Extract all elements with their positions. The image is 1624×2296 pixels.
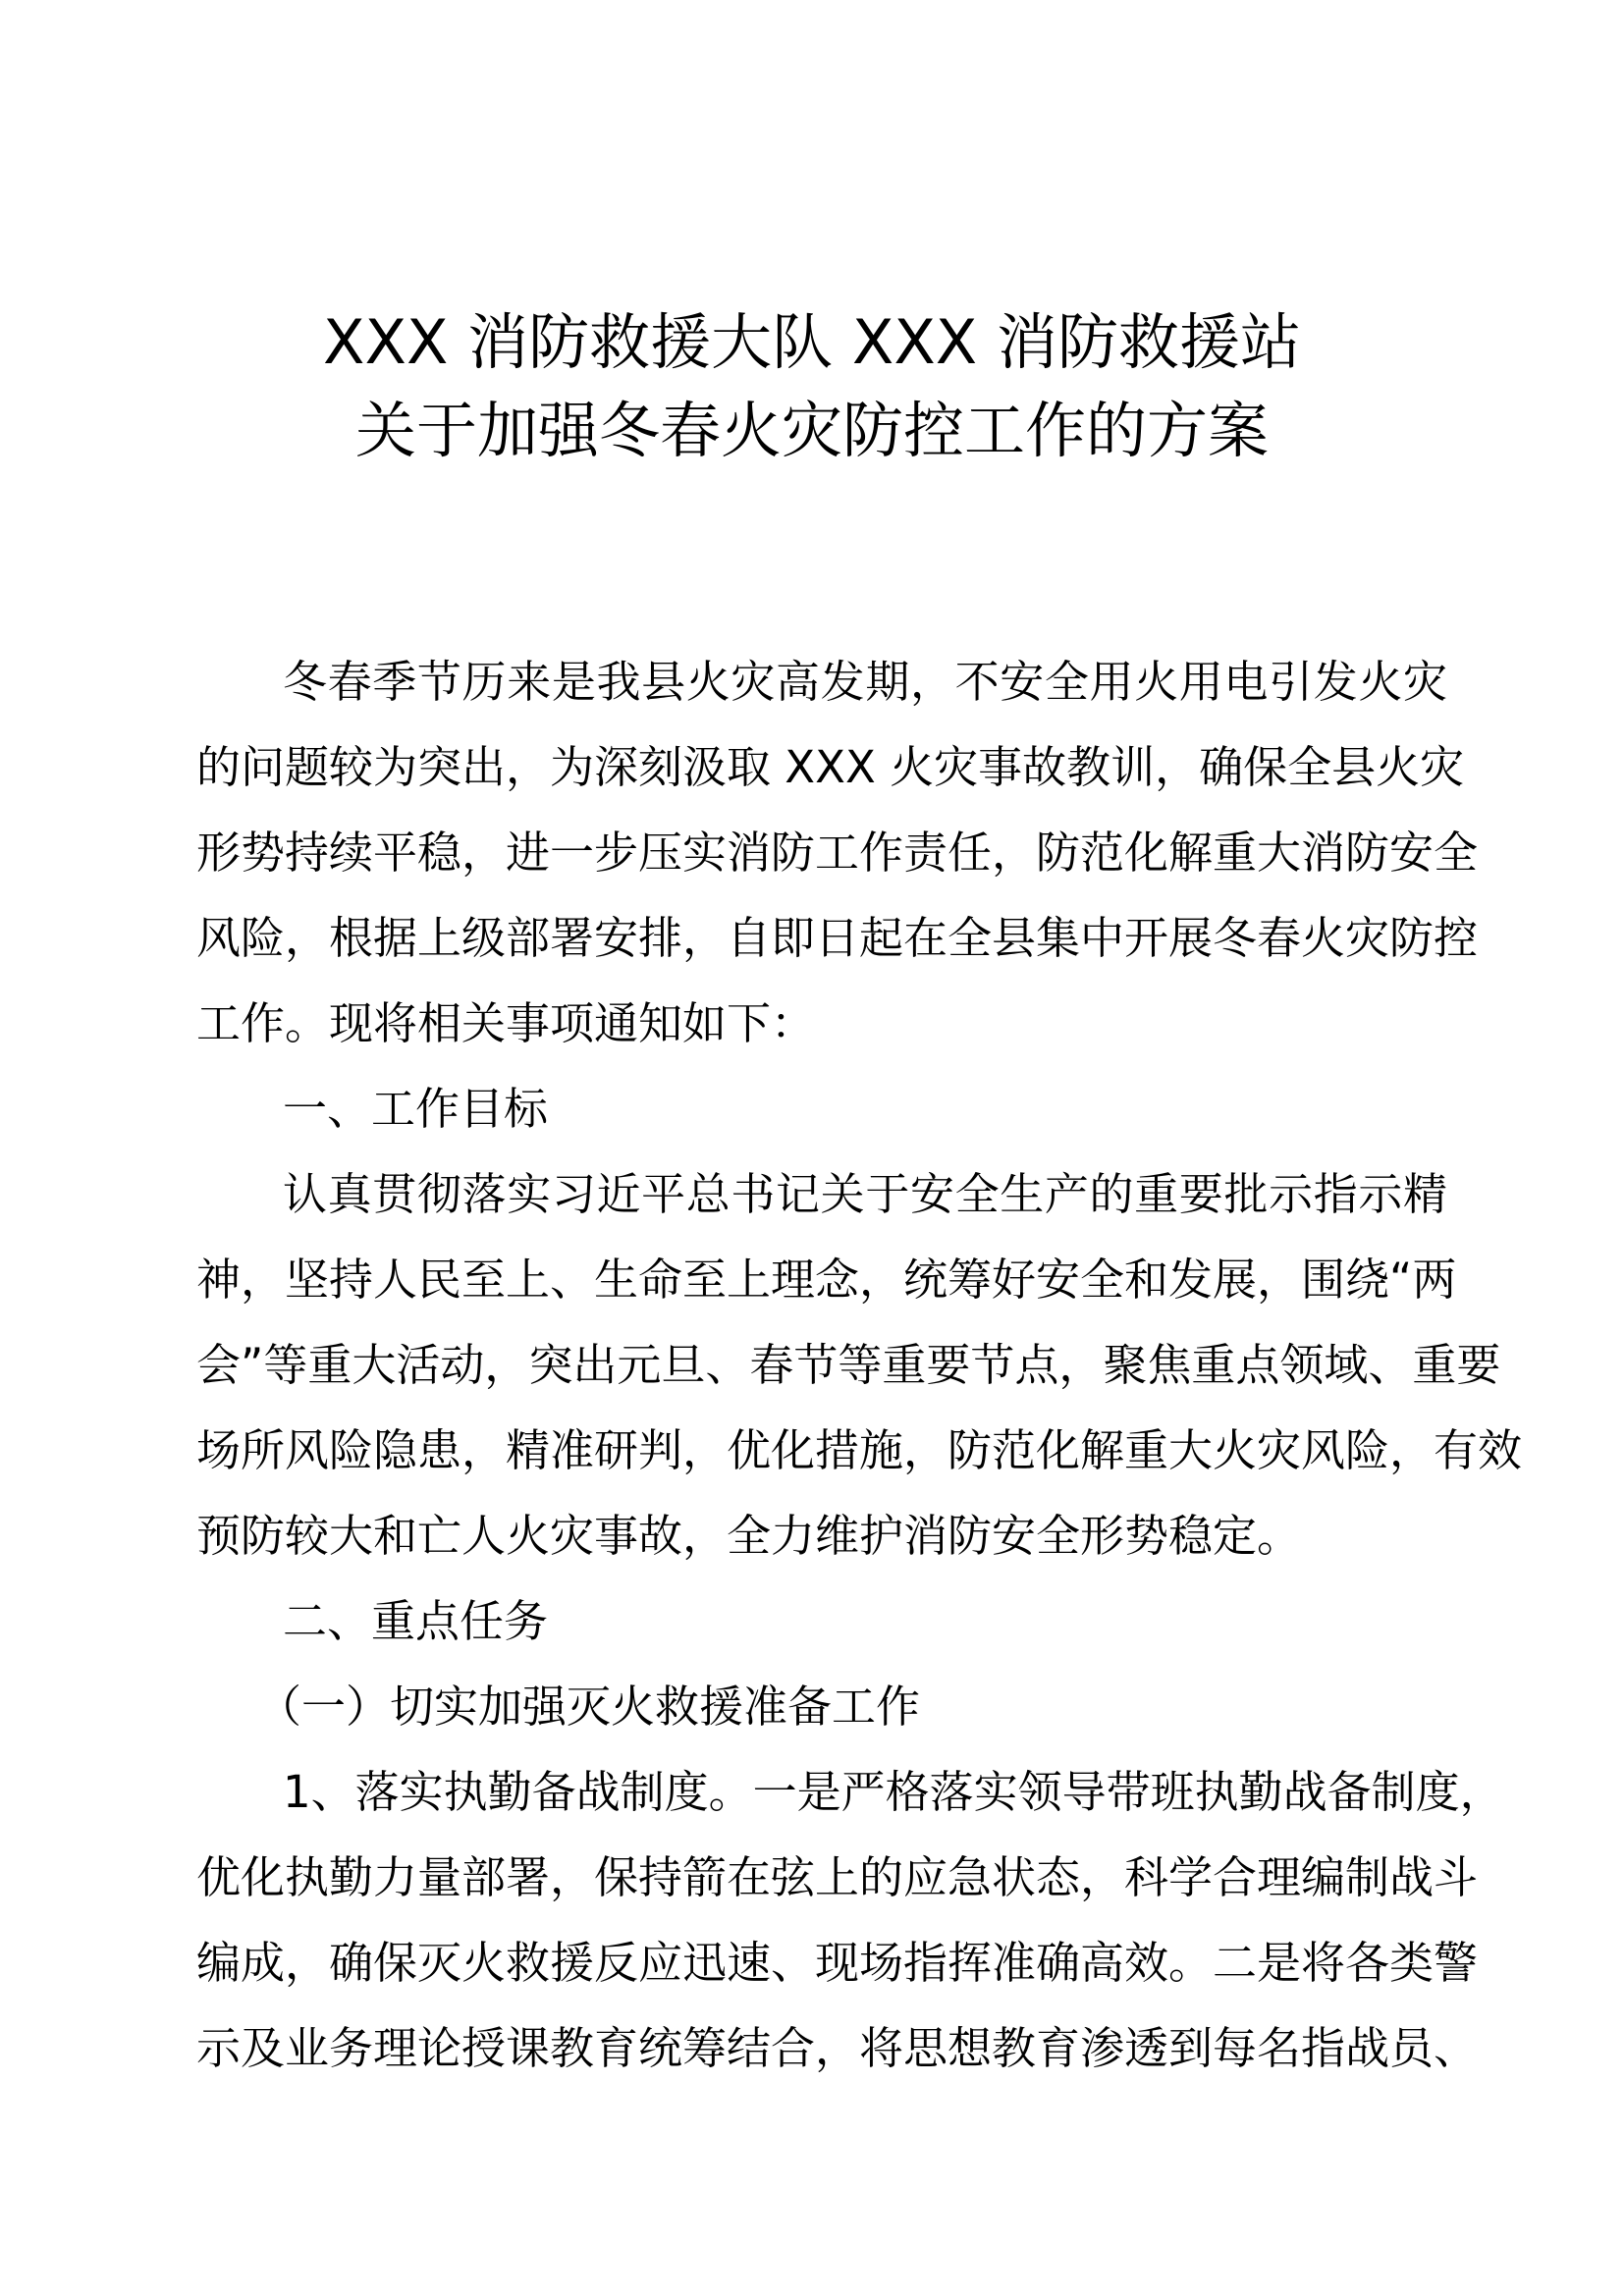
section-heading-key-tasks: 二、重点任务: [283, 1595, 549, 1647]
paragraph-line: 认真贯彻落实习近平总书记关于安全生产的重要批示指示精: [283, 1168, 1447, 1220]
section-heading-work-goals: 一、工作目标: [283, 1083, 549, 1135]
paragraph-line: 预防较大和亡人火灾事故，全力维护消防安全形势稳定。: [196, 1510, 1302, 1562]
paragraph-line: 形势持续平稳，进一步压实消防工作责任，防范化解重大消防安全: [196, 827, 1479, 879]
document-title-line-2: 关于加强冬春火灾防控工作的方案: [354, 395, 1269, 466]
paragraph-line: 会”等重大活动，突出元旦、春节等重要节点，聚焦重点领域、重要: [196, 1339, 1501, 1391]
paragraph-line: 1、落实执勤备战制度。一是严格落实领导带班执勤战备制度，: [283, 1766, 1504, 1818]
document-title-line-1: XXX 消防救援大队 XXX 消防救援站: [323, 306, 1301, 378]
paragraph-line: 风险，根据上级部署安排，自即日起在全县集中开展冬春火灾防控: [196, 912, 1479, 964]
paragraph-line: 优化执勤力量部署，保持箭在弦上的应急状态，科学合理编制战斗: [196, 1851, 1479, 1903]
paragraph-line: 的问题较为突出，为深刻汲取 XXX 火灾事故教训，确保全县火灾: [196, 741, 1465, 793]
paragraph-line: 编成，确保灭火救援反应迅速、现场指挥准确高效。二是将各类警: [196, 1937, 1479, 1989]
paragraph-line: 示及业务理论授课教育统筹结合，将思想教育渗透到每名指战员、: [196, 2022, 1479, 2074]
paragraph-line: 场所风险隐患，精准研判，优化措施，防范化解重大火灾风险，有效: [196, 1424, 1523, 1476]
paragraph-line: 工作。现将相关事项通知如下：: [196, 997, 816, 1049]
subsection-heading: （一）切实加强灭火救援准备工作: [257, 1681, 921, 1733]
paragraph-line: 神，坚持人民至上、生命至上理念，统筹好安全和发展，围绕“两: [196, 1254, 1457, 1306]
paragraph-line: 冬春季节历来是我县火灾高发期，不安全用火用电引发火灾: [283, 656, 1447, 708]
document-body: [196, 639, 1523, 2091]
